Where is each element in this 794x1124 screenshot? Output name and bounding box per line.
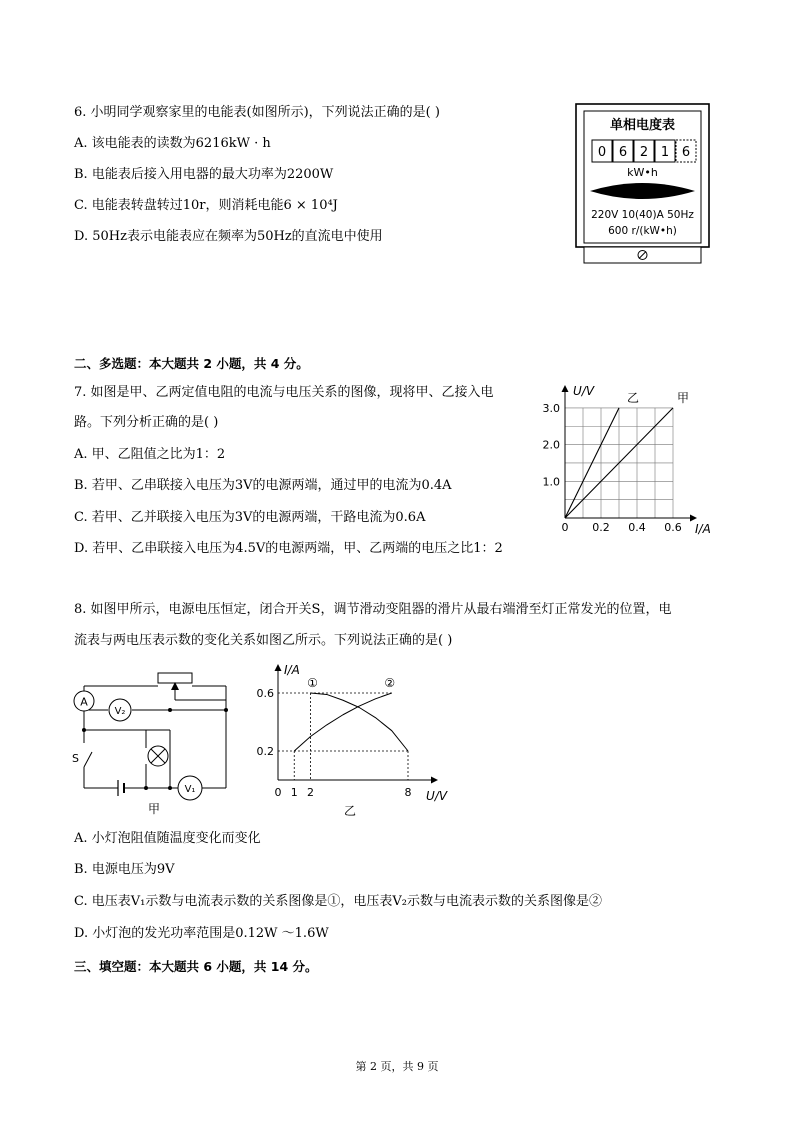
q8-option-c[interactable]: C. 电压表V₁示数与电流表示数的关系图像是①，电压表V₂示数与电流表示数的关系图像是② [74,894,602,909]
q7-option-b[interactable]: B. 若甲、乙串联接入电压为3V的电源两端，通过甲的电流为0.4A [74,478,452,493]
circuit-caption: 甲 [147,802,161,816]
x-tick-label: 1 [290,786,298,799]
y-axis-label: I/A [284,663,300,677]
meter-digits [592,140,696,162]
q7-option-d[interactable]: D. 若甲、乙串联接入电压为4.5V的电源两端，甲、乙两端的电压之比1：2 [74,541,503,556]
q6-option-d[interactable]: D. 50Hz表示电能表应在频率为50Hz的直流电中使用 [74,229,383,244]
x-tick-label: 2 [307,786,314,799]
q7-stem-line-1: 7. 如图是甲、乙两定值电阻的电流与电压关系的图像，现将甲、乙接入电 [74,385,494,400]
x-tick-label: 0.2 [592,521,610,534]
meter-digit: 0 [597,145,607,160]
series-label: ① [307,676,318,690]
q8-option-d[interactable]: D. 小灯泡的发光功率范围是0.12W ～1.6W [74,926,329,941]
x-axis-label: I/A [695,522,711,536]
meter-unit: kW•h [627,166,658,179]
q6-option-b[interactable]: B. 电能表后接入用电器的最大功率为2200W [74,167,334,182]
meter-digit: 1 [660,145,670,160]
y-axis-label: U/V [573,384,595,398]
electric-meter-figure [575,103,710,265]
q8-stem-line-1: 8. 如图甲所示，电源电压恒定，闭合开关S，调节滑动变阻器的滑片从最右端滑至灯正常发光的位置，电 [74,602,672,617]
q8-option-b[interactable]: B. 电源电压为9V [74,862,175,877]
q7-ui-graph [537,381,727,541]
meter-digit: 6 [618,145,628,160]
q7-option-c[interactable]: C. 若甲、乙并联接入电压为3V的电源两端，干路电流为0.6A [74,510,426,525]
series-label: 乙 [627,390,640,405]
q8-circuit-diagram [66,668,241,818]
q6-stem: 6. 小明同学观察家里的电能表(如图所示)，下列说法正确的是( ) [74,105,440,120]
y-tick-label: 0.2 [256,745,274,758]
series-label: ② [384,676,396,690]
q7-stem-line-2: 路。下列分析正确的是( ) [74,415,219,430]
meter-spec-2: 600 r/(kW•h) [608,225,677,237]
meter-title: 单相电度表 [609,118,676,133]
series-curve-② [294,693,392,751]
series-label: 甲 [677,390,690,405]
x-tick-label: 0 [274,786,282,799]
section-3-title: 三、填空题：本大题共 6 小题，共 14 分。 [74,959,318,974]
y-tick-label: 2.0 [542,438,560,452]
meter-digit-decimal: 6 [681,145,691,160]
x-tick-label: 0 [561,521,569,534]
q6-option-c[interactable]: C. 电能表转盘转过10r，则消耗电能6 × 10⁴J [74,198,338,213]
meter-spec-1: 220V 10(40)A 50Hz [591,209,694,221]
section-2-title: 二、多选题：本大题共 2 小题，共 4 分。 [74,356,309,371]
ammeter-label: A [80,695,88,709]
q7-option-a[interactable]: A. 甲、乙阻值之比为1：2 [74,447,226,462]
q8-ui-graph [250,660,460,820]
switch-label: S [72,752,79,765]
y-tick-label: 3.0 [542,401,560,415]
voltmeter-v2-label: V₂ [114,706,126,717]
voltmeter-v1-label: V₁ [184,784,196,795]
page-footer: 第 2 页，共 9 页 [355,1060,439,1073]
x-tick-label: 0.4 [628,521,646,534]
q6-option-a[interactable]: A. 该电能表的读数为6216kW · h [74,136,271,151]
graph-caption: 乙 [343,804,357,818]
meter-digit: 2 [639,145,649,160]
x-tick-label: 0.6 [664,521,682,534]
q8-option-a[interactable]: A. 小灯泡阻值随温度变化而变化 [74,831,261,846]
x-tick-label: 8 [404,786,412,799]
series-curve-① [311,693,409,751]
q8-stem-line-2: 流表与两电压表示数的变化关系如图乙所示。下列说法正确的是( ) [74,633,453,648]
y-tick-label: 1.0 [542,475,560,489]
y-tick-label: 0.6 [256,687,274,700]
x-axis-label: U/V [426,789,448,803]
